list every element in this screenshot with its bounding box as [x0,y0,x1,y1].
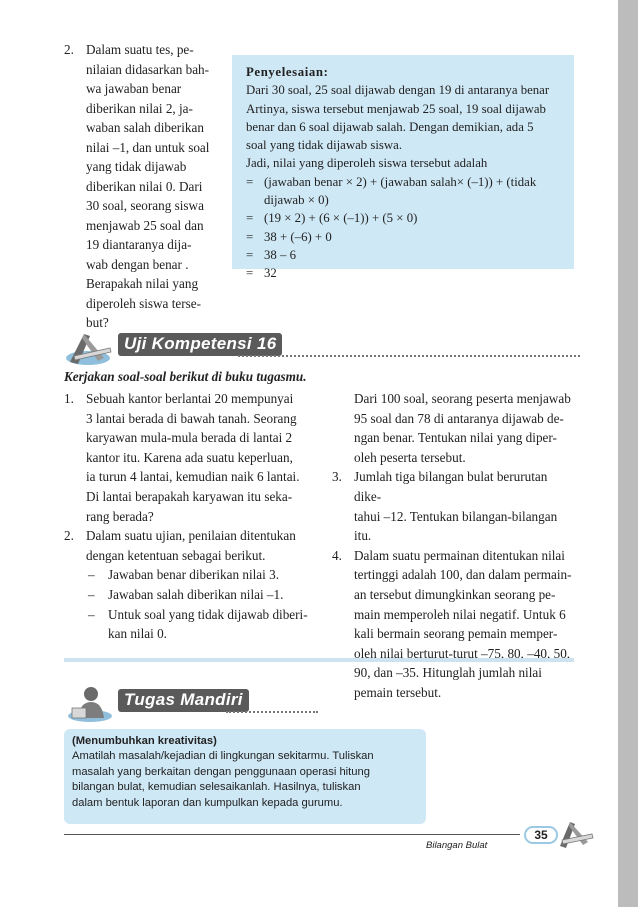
text-line: Sebuah kantor berlantai 20 mempunyai [86,391,294,406]
text-line: nilai –1, dan untuk soal [86,139,210,155]
banner-dotted-line [238,355,580,357]
item-number: 3. [332,469,342,485]
equals-sign: = [246,229,254,244]
sub-item [64,605,320,644]
tugas-mandiri-banner [60,684,580,724]
exercise-left-column [64,389,320,644]
text-line: wab dengan benar . [86,256,189,272]
text-line: ia turun 4 lantai, kemudian naik 6 lantai. [86,469,300,485]
equation-text: (19 × 2) + (6 × (–1)) + (5 × 0) [264,211,418,226]
equation-text: 32 [264,266,277,281]
text-line: Jawaban benar diberikan nilai 3. [108,567,280,583]
dash-bullet: – [88,606,95,622]
text-line: Jawaban salah diberikan nilai –1. [108,586,284,602]
solution-line: soal yang tidak dijawab siswa. [246,138,403,153]
compass-ruler-icon [556,818,596,850]
text-line: Dalam suatu permainan ditentukan nilai [354,547,565,563]
text-line: diberikan nilai 2, ja- [86,100,193,116]
text-line: wa jawaban benar [86,81,182,96]
student-icon [64,684,118,724]
equation-text: (jawaban benar × 2) + (jawaban salah× (–1)) + (tidak [264,174,537,189]
equation-line [246,264,564,282]
text-line: menjawab 25 soal dan [86,217,204,233]
item-number: 4. [332,547,342,563]
solution-line: Dari 30 soal, 25 soal dijawab dengan 19 di antaranya benar [246,83,550,98]
equation-line [246,191,564,209]
equation-line [246,209,564,227]
tugas-text [72,749,418,811]
equation-text: dijawab × 0) [264,193,329,208]
equation-text: 38 – 6 [264,247,296,262]
solution-title: Penyelesaian: [246,65,329,79]
text-line: dalam bentuk laporan dan kumpulkan kepada gurumu. [72,796,343,809]
exercise-item [64,389,320,526]
text-line: kan nilai 0. [108,626,167,642]
solution-line: Artinya, siswa tersebut menjawab 25 soal, 19 soal dijawab [246,101,546,116]
equals-sign: = [246,266,254,281]
text-line: masalah yang berkaitan dengan penggunaan operasi hitung [72,765,370,778]
dash-bullet: – [88,586,95,602]
text-line: Amatilah masalah/kejadian di lingkungan sekitarmu. Tuliskan [72,750,374,763]
question-text [86,40,224,333]
text-line: dengan ketentuan sebagai berikut. [86,547,266,563]
solution-text [246,81,564,172]
uji-kompetensi-title: Uji Kompetensi 16 [118,333,282,356]
exercise-item [64,526,320,565]
compass-ruler-icon [64,328,118,368]
equation-text: 38 + (–6) + 0 [264,229,332,244]
text-line: Dalam suatu ujian, penilaian ditentukan [86,528,296,544]
text-line: ngan benar. Tentukan nilai yang diper- [354,430,557,446]
question-2-continuation [332,389,577,467]
sub-item [64,585,320,605]
item-number: 2. [64,528,74,544]
text-line: nilaian didasarkan bah- [86,61,210,77]
text-line: bilangan bulat, kemudian selesaikanlah. Hasilnya, tuliskan [72,781,361,794]
text-line: Dalam suatu tes, pe- [86,42,194,57]
sub-item [64,565,320,585]
text-line: karyawan mula-mula berada di lantai 2 [86,430,293,446]
chapter-name: Bilangan Bulat [426,840,488,851]
tugas-mandiri-box [64,729,426,824]
exercise-item [332,546,577,703]
equation-line [246,246,564,264]
equation-line [246,173,564,191]
equals-sign: = [246,211,254,226]
text-line: tertinggi adalah 100, dan dalam permain- [354,567,572,583]
text-line: Di lantai berapakah karyawan itu seka- [86,488,293,504]
text-line: 95 soal dan 78 di antaranya dijawab de- [354,410,564,426]
text-line: 30 soal, seorang siswa [86,198,204,213]
item-number: 1. [64,391,74,406]
question-number: 2. [64,42,74,57]
text-line: Jumlah tiga bilangan bulat berurutan dike- [354,469,548,504]
page-side-band [618,0,638,907]
tugas-box-title: (Menumbuhkan kreativitas) [72,735,217,747]
text-line: 19 diantaranya dija- [86,237,192,252]
text-line: waban salah diberikan [86,120,204,135]
exercise-right-column [332,389,577,703]
footer-rule [64,834,520,835]
text-line: itu. [354,528,372,544]
solution-equations [246,173,564,283]
text-line: 3 lantai berada di bawah tanah. Seorang [86,410,297,426]
equals-sign: = [246,174,254,189]
text-line: Dari 100 soal, seorang peserta menjawab [354,391,571,406]
text-line: rang berada? [86,508,154,524]
solution-line: Jadi, nilai yang diperoleh siswa tersebut adalah [246,156,488,171]
text-line: an tersebut dimungkinkan seorang pe- [354,586,556,602]
solution-box [232,55,574,281]
text-line: oleh peserta tersebut. [354,449,466,465]
solution-line: benar dan 6 soal dijawab salah. Dengan demikian, ada 5 [246,119,534,134]
text-line: diberikan nilai 0. Dari [86,178,203,194]
example-question-2 [64,40,224,333]
banner-dotted-line [226,711,318,713]
text-line: diperoleh siswa terse- [86,295,201,311]
text-line: pemain tersebut. [354,684,442,700]
text-line: yang tidak dijawab [86,159,187,174]
text-line: 90, dan –35. Hitunglah jumlah nilai [354,665,542,681]
tugas-mandiri-title: Tugas Mandiri [118,689,249,712]
uji-kompetensi-banner [60,328,580,368]
text-line: Untuk soal yang tidak dijawab diberi- [108,606,308,622]
text-line: Berapakah nilai yang [86,276,199,291]
text-line: kantor itu. Karena ada suatu keperluan, [86,449,293,465]
exercise-item [332,467,577,545]
text-line: main memperoleh nilai negatif. Untuk 6 [354,606,566,622]
text-line: tahui –12. Tentukan bilangan-bilangan [354,508,558,524]
text-line: oleh nilai berturut-turut –75, 80, –40, 50, [354,645,571,661]
section-divider [64,658,574,662]
equals-sign: = [246,247,254,262]
dash-bullet: – [88,567,95,583]
text-line: but? [86,315,109,330]
instruction-text: Kerjakan soal-soal berikut di buku tugasmu. [64,369,307,384]
text-line: kali bermain seorang pemain memper- [354,626,558,642]
page-number: 35 [524,826,558,844]
equation-line [246,228,564,246]
